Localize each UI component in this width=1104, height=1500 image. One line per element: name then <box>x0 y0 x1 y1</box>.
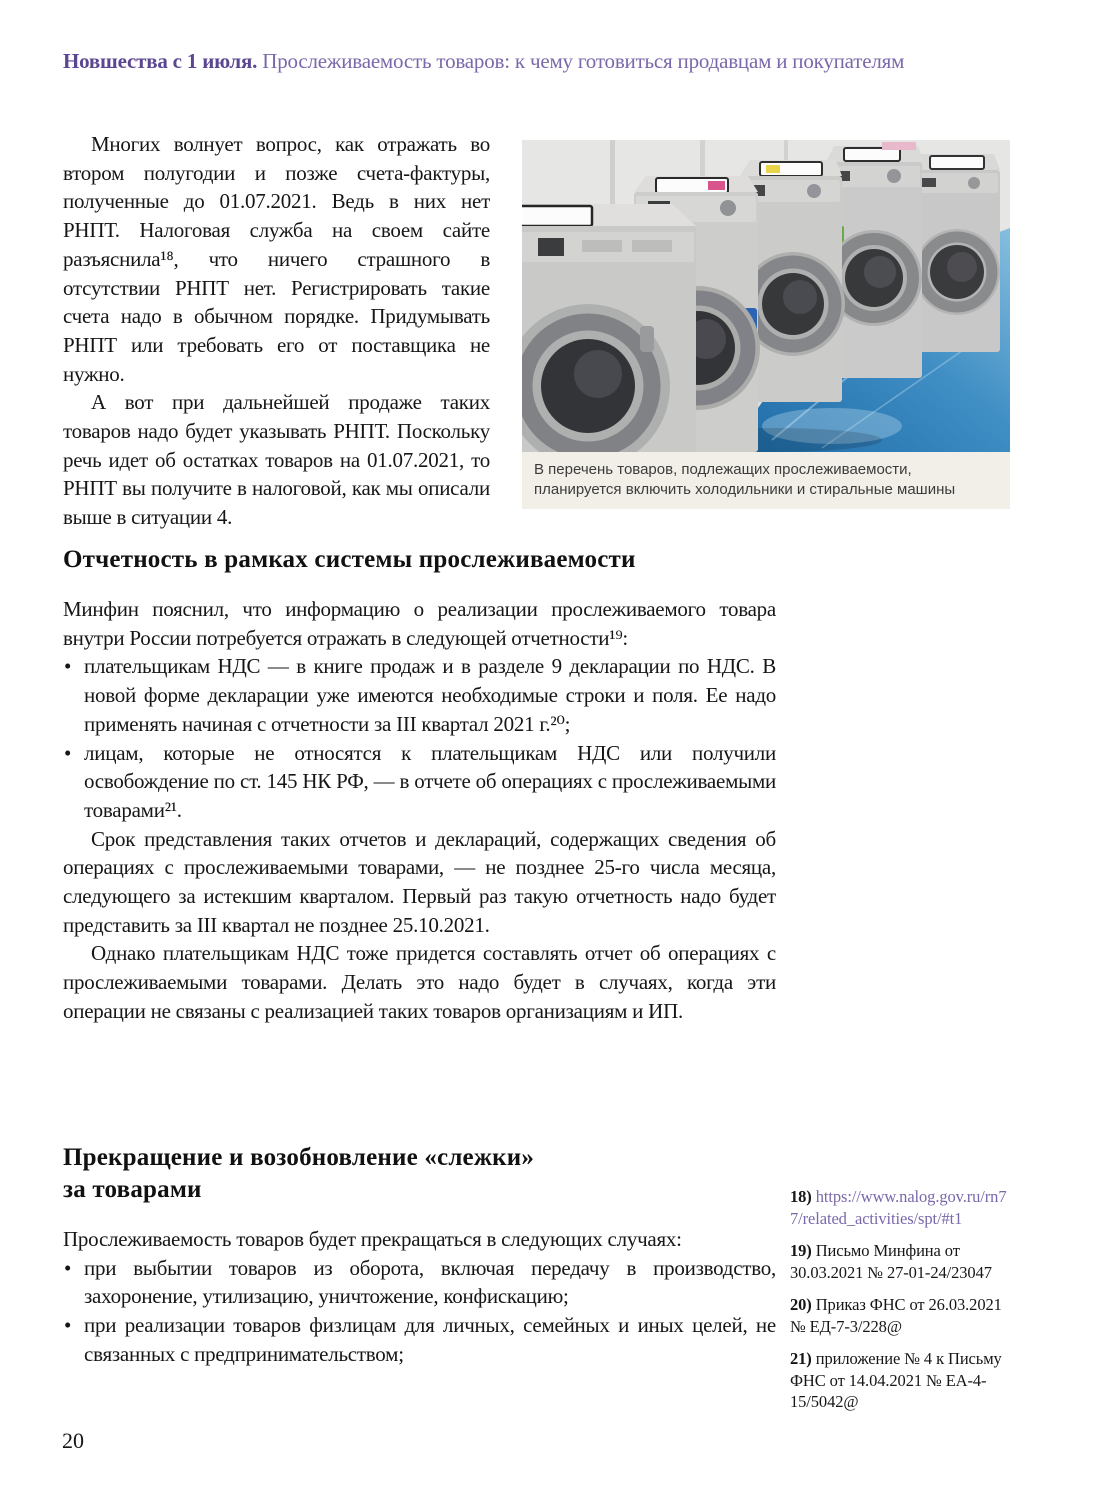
bullet-item: • при выбытии товаров из оборота, включая передачу в производство, захоронение, утилизацию, уничтожение, конфискацию; <box>63 1254 776 1311</box>
heading-line-2: за товарами <box>63 1176 202 1203</box>
footnotes-sidebar <box>790 1186 1014 1424</box>
header-title: Прослеживаемость товаров: к чему готовиться продавцам и покупателям <box>262 49 905 73</box>
heading-line-1: Прекращение и возобновление «слежки» <box>63 1144 535 1171</box>
section-reporting-heading: Отчетность в рамках системы прослеживаемости <box>63 546 636 573</box>
header-kicker: Новшества с 1 июля. <box>63 49 258 73</box>
footnote-text: Приказ ФНС от 26.03.2021 № ЕД-7-3/228@ <box>790 1295 1002 1336</box>
figure <box>522 140 1010 509</box>
intro-paragraph-1: Многих волнует вопрос, как отражать во втором полугодии и позже счета-фактуры, полученные до 01.07.2021. Ведь в них нет РНПТ. Налоговая служба на своем сайте разъяснила¹⁸, что ничего страшного в отсутствии РНПТ нет. Регистрировать такие счета надо в обычном порядке. Придумывать РНПТ или требовать его от поставщика не нужно. <box>63 132 490 386</box>
footnote-19 <box>790 1240 1014 1283</box>
footnote-text: приложение № 4 к Письму ФНС от 14.04.2021 № ЕА-4-15/5042@ <box>790 1349 1002 1411</box>
reporting-paragraph-2: Однако плательщикам НДС тоже придется составлять отчет об операциях с прослеживаемыми товарами. Делать это надо будет в случаях, когда эти операции не связаны с реализацией таких товаров организациям и ИП. <box>63 941 776 1023</box>
footnote-number: 20) <box>790 1295 812 1314</box>
footnote-21 <box>790 1348 1014 1413</box>
footnote-20 <box>790 1294 1014 1337</box>
washing-machines-photo <box>522 140 1010 452</box>
section-termination-lead: Прослеживаемость товаров будет прекращаться в следующих случаях: <box>63 1227 682 1251</box>
bullet-item: • при реализации товаров физлицам для личных, семейных и иных целей, не связанных с предпринимательством; <box>63 1311 776 1368</box>
section-termination-heading <box>63 1142 776 1206</box>
reporting-paragraph-1: Срок представления таких отчетов и деклараций, содержащих сведения об операциях с прослеживаемыми товарами, — не позднее 25-го числа месяца, следующего за истекшим кварталом. Первый раз такую отчетность надо будет представить за III квартал не позднее 25.10.2021. <box>63 826 776 937</box>
footnote-number: 18) <box>790 1187 812 1206</box>
section-reporting-lead: Минфин пояснил, что информацию о реализации прослеживаемого товара внутри России потребуется отражать в следующей отчетности¹⁹: <box>63 597 776 650</box>
bullet-item: • лицам, которые не относятся к плательщикам НДС или получили освобождение по ст. 145 НК РФ, — в отчете об операциях с прослеживаемыми товарами²¹. <box>63 739 776 825</box>
reporting-bullet-list <box>63 652 776 824</box>
figure-caption: В перечень товаров, подлежащих прослеживаемости, планируется включить холодильники и стиральные машины <box>522 452 1010 509</box>
intro-paragraph-2: А вот при дальнейшей продаже таких товаров надо будет указывать РНПТ. Поскольку речь идет об остатках товаров на 01.07.2021, то РНПТ вы получите в налоговой, как мы описали выше в ситуации 4. <box>63 390 490 530</box>
termination-bullet-list <box>63 1254 776 1369</box>
page-number: 20 <box>62 1428 84 1453</box>
footnote-18 <box>790 1186 1014 1229</box>
section-reporting <box>63 544 776 1026</box>
footnote-link[interactable]: https://www.nalog.gov.ru/rn77/related_activities/spt/#t1 <box>790 1187 1007 1228</box>
intro-column <box>63 130 490 532</box>
section-termination <box>63 1142 776 1369</box>
bullet-item: • плательщикам НДС — в книге продаж и в разделе 9 декларации по НДС. В новой форме декларации уже имеются необходимые строки и поля. Ее надо применять начиная с отчетности за III квартал 2021 г.²⁰; <box>63 652 776 738</box>
footnote-text: Письмо Минфина от 30.03.2021 № 27-01-24/23047 <box>790 1241 992 1282</box>
footnote-number: 19) <box>790 1241 812 1260</box>
footnote-number: 21) <box>790 1349 812 1368</box>
page-header <box>63 49 904 74</box>
